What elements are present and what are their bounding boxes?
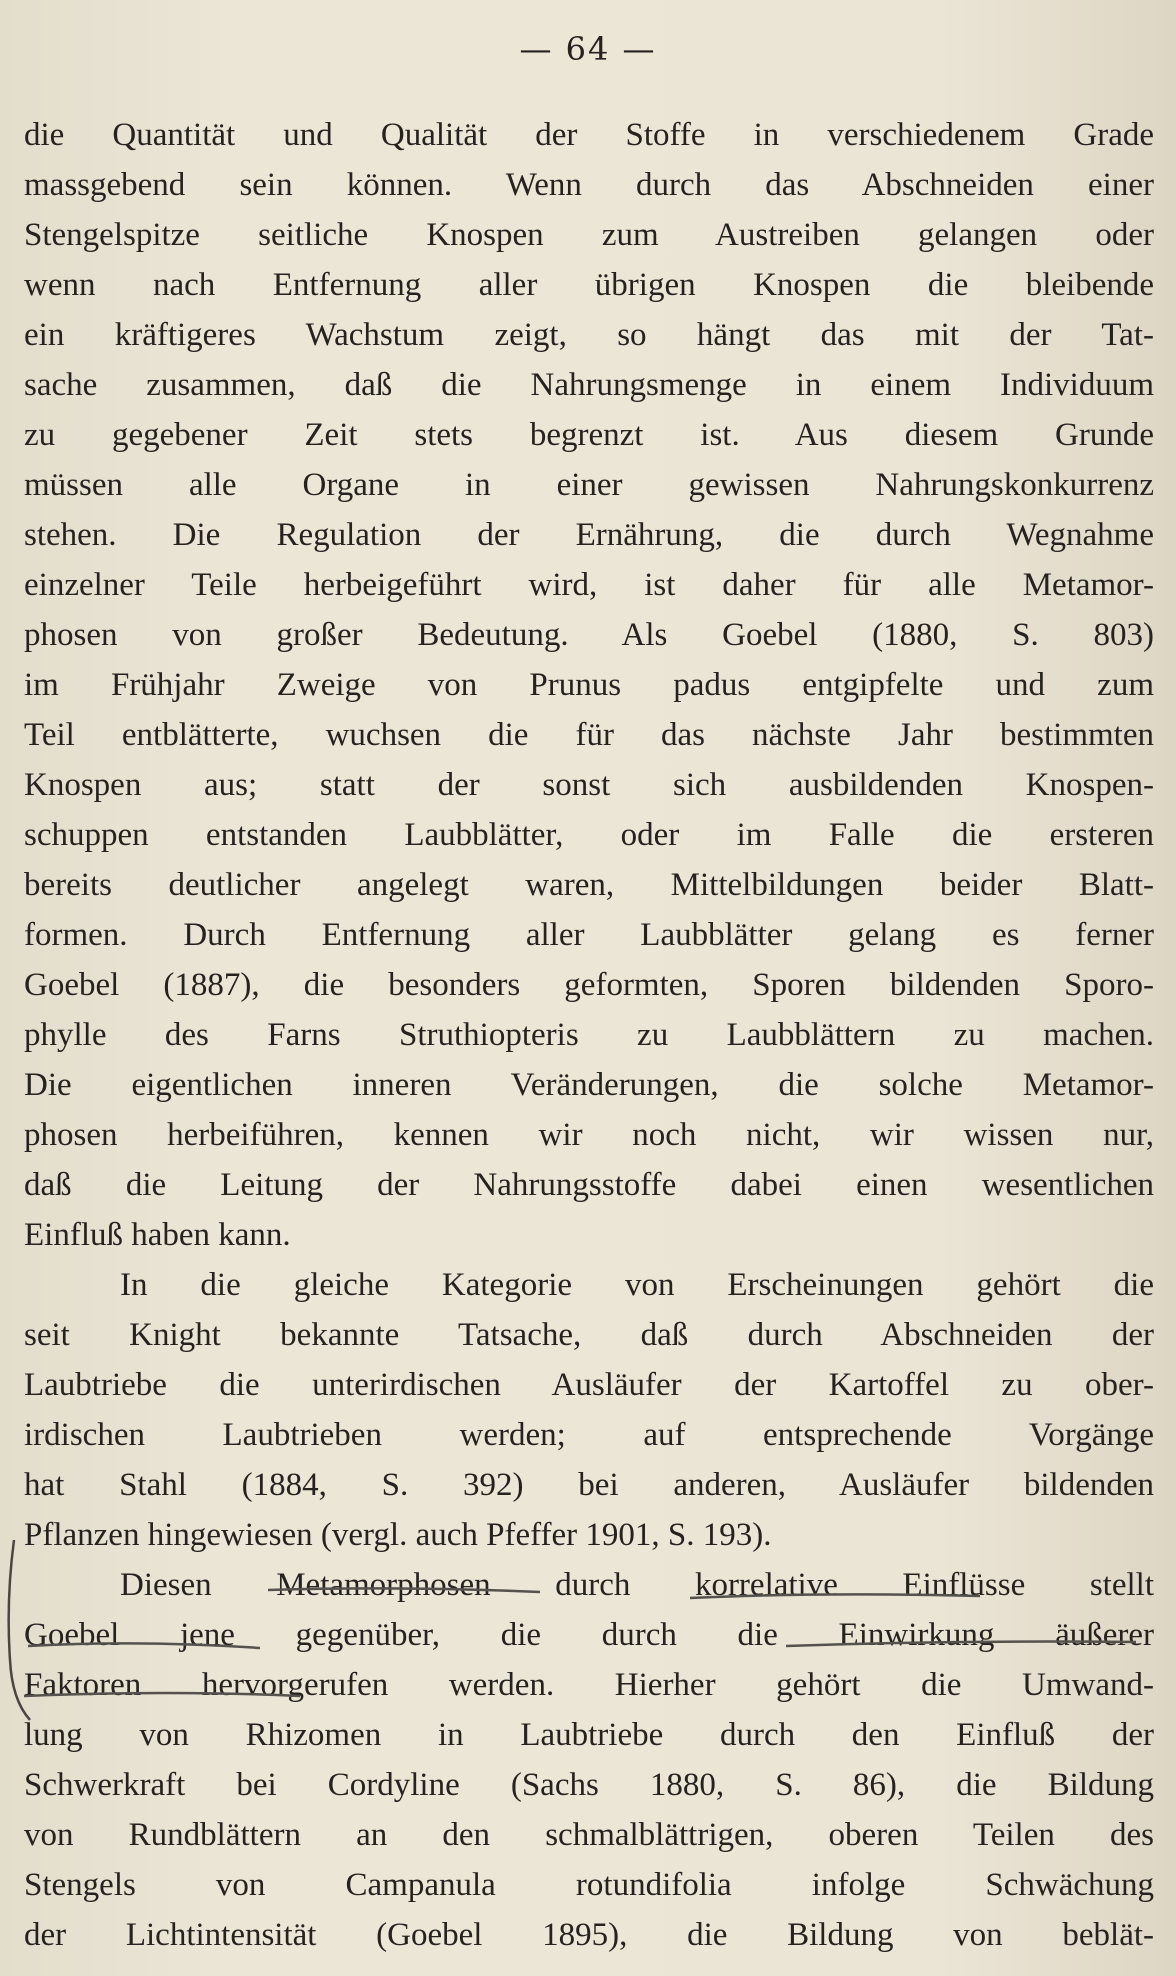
text-line: seit Knight bekannte Tatsache, daß durch Abschneiden der <box>24 1317 1154 1353</box>
text-line: Knospen aus; statt der sonst sich ausbildenden Knospen- <box>24 767 1154 803</box>
text-line: im Frühjahr Zweige von Prunus padus entgipfelte und zum <box>24 667 1154 703</box>
text-line: der Lichtintensität (Goebel 1895), die Bildung von beblät- <box>24 1917 1154 1953</box>
text-line: Einfluß haben kann. <box>24 1217 291 1253</box>
text-line: irdischen Laubtrieben werden; auf entsprechende Vorgänge <box>24 1417 1154 1453</box>
page-number: — 64 — <box>519 30 657 68</box>
text-line: schuppen entstanden Laubblätter, oder im Falle die ersteren <box>24 817 1154 853</box>
text-line: die Quantität und Qualität der Stoffe in verschiedenem Grade <box>24 117 1154 153</box>
text-line: zu gegebener Zeit stets begrenzt ist. Aus diesem Grunde <box>24 417 1154 453</box>
text-line: bereits deutlicher angelegt waren, Mittelbildungen beider Blatt- <box>24 867 1154 903</box>
text-line: formen. Durch Entfernung aller Laubblätter gelang es ferner <box>24 917 1154 953</box>
text-line: phosen herbeiführen, kennen wir noch nicht, wir wissen nur, <box>24 1117 1154 1153</box>
text-line: In die gleiche Kategorie von Erscheinungen gehört die <box>120 1267 1154 1303</box>
text-line: phylle des Farns Struthiopteris zu Laubblättern zu machen. <box>24 1017 1154 1053</box>
text-line: müssen alle Organe in einer gewissen Nahrungskonkurrenz <box>24 467 1154 503</box>
text-line: sache zusammen, daß die Nahrungsmenge in einem Individuum <box>24 367 1154 403</box>
text-line: von Rundblättern an den schmalblättrigen, oberen Teilen des <box>24 1817 1154 1853</box>
body-text <box>24 110 1154 1960</box>
text-line: Laubtriebe die unterirdischen Ausläufer der Kartoffel zu ober- <box>24 1367 1154 1403</box>
text-line: hat Stahl (1884, S. 392) bei anderen, Ausläufer bildenden <box>24 1467 1154 1503</box>
text-line: phosen von großer Bedeutung. Als Goebel (1880, S. 803) <box>24 617 1154 653</box>
text-line: Stengels von Campanula rotundifolia infolge Schwächung <box>24 1867 1154 1903</box>
text-line: Diesen Metamorphosen durch korrelative Einflüsse stellt <box>120 1567 1154 1603</box>
text-line: einzelner Teile herbeigeführt wird, ist daher für alle Metamor- <box>24 567 1154 603</box>
text-line: Goebel jene gegenüber, die durch die Einwirkung äußerer <box>24 1617 1154 1653</box>
text-line: Die eigentlichen inneren Veränderungen, die solche Metamor- <box>24 1067 1154 1103</box>
text-line: lung von Rhizomen in Laubtriebe durch den Einfluß der <box>24 1717 1154 1753</box>
text-line: Stengelspitze seitliche Knospen zum Austreiben gelangen oder <box>24 217 1154 253</box>
text-line: ein kräftigeres Wachstum zeigt, so hängt das mit der Tat- <box>24 317 1154 353</box>
text-line: Goebel (1887), die besonders geformten, Sporen bildenden Sporo- <box>24 967 1154 1003</box>
text-line: daß die Leitung der Nahrungsstoffe dabei einen wesentlichen <box>24 1167 1154 1203</box>
text-line: Faktoren hervorgerufen werden. Hierher gehört die Umwand- <box>24 1667 1154 1703</box>
text-line: Pflanzen hingewiesen (vergl. auch Pfeffer 1901, S. 193). <box>24 1517 772 1553</box>
text-line: Teil entblätterte, wuchsen die für das nächste Jahr bestimmten <box>24 717 1154 753</box>
text-line: wenn nach Entfernung aller übrigen Knospen die bleibende <box>24 267 1154 303</box>
text-line: stehen. Die Regulation der Ernährung, die durch Wegnahme <box>24 517 1154 553</box>
text-line: Schwerkraft bei Cordyline (Sachs 1880, S. 86), die Bildung <box>24 1767 1154 1803</box>
text-line: massgebend sein können. Wenn durch das Abschneiden einer <box>24 167 1154 203</box>
